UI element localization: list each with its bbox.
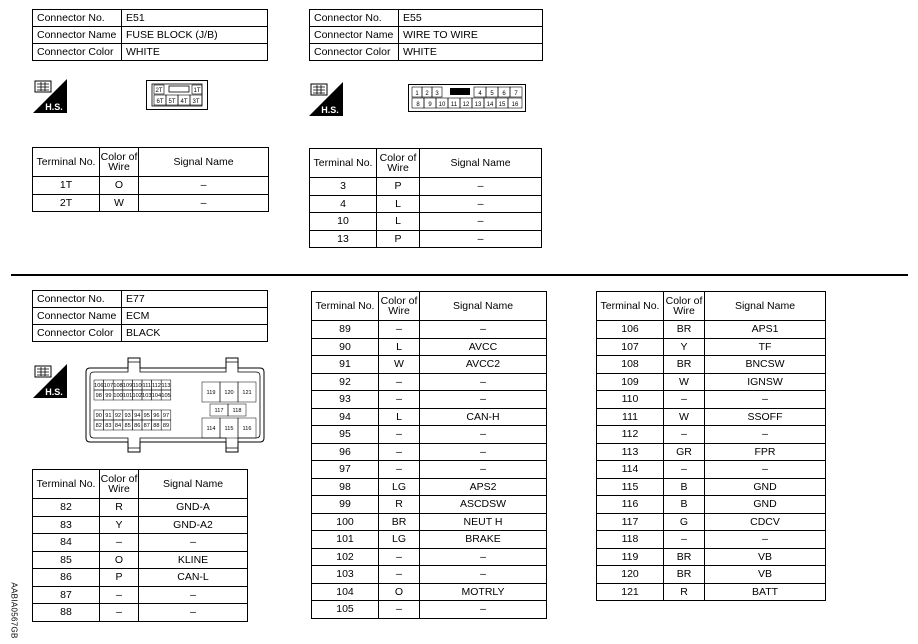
terminal-no: 109 [597,373,664,391]
wire-color: W [664,373,705,391]
terminal-no: 112 [597,426,664,444]
pin-label: 84 [114,423,122,429]
wire-color: BR [664,321,705,339]
table-row: 1T O – [33,177,269,195]
pin-label: 82 [95,423,102,429]
terminal-no: 98 [312,478,379,496]
table-row [597,443,826,461]
wire-color: W [664,408,705,426]
svg-text:2: 2 [425,91,429,97]
svg-text:5: 5 [490,91,494,97]
terminal-no: 86 [33,569,100,587]
wire-color: BR [664,566,705,584]
wire-color: Y [664,338,705,356]
wire-color: – [379,373,420,391]
wire-color: – [664,426,705,444]
hs-icon [33,79,67,113]
header: Signal Name [139,470,248,499]
terminal-no: 111 [597,408,664,426]
header: Color of Wire [100,148,139,177]
pin-label: 110 [132,383,142,389]
pin-label: 115 [224,426,234,432]
wire-color: B [664,496,705,514]
table-row [597,391,826,409]
signal-name: – [420,461,547,479]
label: Connector No. [33,291,122,308]
table-row [33,586,248,604]
terminal-no: 108 [597,356,664,374]
signal-name: – [420,548,547,566]
hs-icon [309,82,343,116]
pin-label: 113 [161,383,171,389]
e51-color: WHITE [122,44,268,61]
e51-no: E51 [122,10,268,27]
pin-label: 121 [242,390,252,396]
pin-label: 85 [124,423,131,429]
terminal-no: 103 [312,566,379,584]
terminal-no: 96 [312,443,379,461]
wire-color: – [100,604,139,622]
svg-text:9: 9 [428,102,432,108]
terminal-no: 84 [33,534,100,552]
label: Connector No. [33,10,122,27]
terminal-no: 104 [312,583,379,601]
pin-label: 107 [103,383,114,389]
pin-label: 5T [168,99,176,105]
e51-terminal-table [32,147,269,212]
pin-label: 103 [142,393,152,399]
terminal-no: 113 [597,443,664,461]
table-row [597,478,826,496]
signal-name: VB [705,548,826,566]
table-row [597,513,826,531]
signal-name: – [420,373,547,391]
terminal-no: 106 [597,321,664,339]
table-row [312,513,547,531]
label: Connector Name [33,308,122,325]
signal-name: MOTRLY [420,583,547,601]
wire-color: – [379,601,420,619]
signal-name: KLINE [139,551,248,569]
wire-color: – [379,391,420,409]
svg-text:16: 16 [511,102,519,108]
e77-terminal-table-2 [311,291,547,619]
wire-color: – [664,531,705,549]
pin-label: 99 [105,393,112,399]
table-row [597,373,826,391]
e51-info-table [32,9,268,61]
terminal-no: 95 [312,426,379,444]
pin-label: 95 [143,413,150,419]
signal-name: FPR [705,443,826,461]
wire-color: – [379,548,420,566]
header: Color of Wire [379,292,420,321]
signal-name: – [420,426,547,444]
terminal-no: 116 [597,496,664,514]
table-row [33,604,248,622]
signal-name: NEUT H [420,513,547,531]
wire-color: BR [664,356,705,374]
terminal-no: 99 [312,496,379,514]
e77-info-table [32,290,268,342]
table-row [312,408,547,426]
pin-label: 118 [232,408,242,414]
signal-name: – [705,461,826,479]
signal-name: AVCC [420,338,547,356]
wire-color: W [379,356,420,374]
pin-label: 2T [155,88,163,94]
pin-label: 98 [95,393,102,399]
svg-text:12: 12 [462,102,470,108]
svg-text:15: 15 [498,102,506,108]
table-row [312,338,547,356]
header: Terminal No. [33,148,100,177]
pin-label: 102 [132,393,142,399]
terminal-no: 107 [597,338,664,356]
header: Signal Name [139,148,269,177]
terminal-no: 87 [33,586,100,604]
table-row [597,321,826,339]
signal-name: GND [705,478,826,496]
hs-label: H.S. [321,105,339,115]
table-row [312,583,547,601]
table-row [312,531,547,549]
signal-name: APS1 [705,321,826,339]
e77-terminal-table-1 [32,469,248,622]
e55-connector-diagram [408,84,526,112]
svg-text:10: 10 [438,102,446,108]
signal-name: VB [705,566,826,584]
svg-text:3: 3 [435,91,439,97]
wire-color: R [664,583,705,601]
e77-color: BLACK [122,325,268,342]
wire-color: – [379,443,420,461]
signal-name: AVCC2 [420,356,547,374]
signal-name: – [420,601,547,619]
table-row: 10 L – [310,213,542,231]
table-row [312,548,547,566]
signal-name: SSOFF [705,408,826,426]
signal-name: – [139,586,248,604]
pin-label: 91 [105,413,112,419]
header: Terminal No. [597,292,664,321]
table-row: 2T W – [33,194,269,212]
terminal-no: 88 [33,604,100,622]
label: Connector No. [310,10,399,27]
header: Color of Wire [100,470,139,499]
e55-no: E55 [399,10,543,27]
wire-color: – [379,426,420,444]
table-row [33,534,248,552]
terminal-no: 92 [312,373,379,391]
signal-name: – [705,426,826,444]
terminal-no: 85 [33,551,100,569]
terminal-no: 93 [312,391,379,409]
table-row: 13 P – [310,230,542,248]
header: Signal Name [705,292,826,321]
label: Connector Color [310,44,399,61]
signal-name: – [420,443,547,461]
pin-label: 3T [192,99,200,105]
table-row [33,516,248,534]
e51-connector-diagram [146,80,208,110]
table-row [33,551,248,569]
pin-label: 92 [114,413,122,419]
table-row: 4 L – [310,195,542,213]
wire-color: O [379,583,420,601]
pin-label: 94 [134,413,141,419]
table-row [597,461,826,479]
wire-color: LG [379,531,420,549]
pin-label: 89 [162,423,170,429]
terminal-no: 83 [33,516,100,534]
wire-color: – [100,534,139,552]
table-row [312,443,547,461]
pin-label: 87 [143,423,150,429]
terminal-no: 101 [312,531,379,549]
pin-label: 111 [142,383,152,389]
signal-name: – [420,321,547,339]
hs-label: H.S. [45,102,63,112]
signal-name: TF [705,338,826,356]
table-row [597,338,826,356]
pin-label: 117 [214,408,224,414]
wire-color: GR [664,443,705,461]
pin-label: 97 [162,413,170,419]
table-row [597,548,826,566]
table-row [33,499,248,517]
table-row [312,391,547,409]
pin-label: 1T [193,88,201,94]
table-row [597,408,826,426]
svg-text:7: 7 [514,91,518,97]
e55-color: WHITE [399,44,543,61]
header: Terminal No. [312,292,379,321]
pin-label: 104 [151,393,162,399]
header: Terminal No. [310,149,377,178]
wire-color: – [379,321,420,339]
pin-label: 100 [113,393,123,399]
pin-label: 106 [94,383,104,389]
svg-text:13: 13 [474,102,482,108]
terminal-no: 119 [597,548,664,566]
pin-label: 119 [206,390,216,396]
pin-label: 120 [224,390,234,396]
wire-color: BR [664,548,705,566]
signal-name: GND [705,496,826,514]
pin-label: 116 [242,426,252,432]
label: Connector Color [33,44,122,61]
wire-color: O [100,551,139,569]
header: Signal Name [420,149,542,178]
svg-text:4: 4 [478,91,482,97]
pin-label: 105 [161,393,171,399]
table-row [33,569,248,587]
svg-text:14: 14 [486,102,494,108]
wire-color: R [100,499,139,517]
terminal-no: 94 [312,408,379,426]
table-row: 3 P – [310,178,542,196]
hs-icon [33,364,67,398]
signal-name: CAN-L [139,569,248,587]
svg-text:1: 1 [415,91,419,97]
terminal-no: 120 [597,566,664,584]
terminal-no: 82 [33,499,100,517]
wire-color: – [379,566,420,584]
pin-label: 109 [122,383,133,389]
table-row [312,496,547,514]
pin-label: 86 [134,423,141,429]
signal-name: IGNSW [705,373,826,391]
signal-name: GND-A2 [139,516,248,534]
pin-label: 88 [153,423,160,429]
table-row [312,373,547,391]
terminal-no: 118 [597,531,664,549]
terminal-no: 89 [312,321,379,339]
e77-name: ECM [122,308,268,325]
label: Connector Name [310,27,399,44]
hs-label: H.S. [45,387,63,397]
terminal-no: 102 [312,548,379,566]
label: Connector Color [33,325,122,342]
terminal-no: 91 [312,356,379,374]
table-row [312,321,547,339]
signal-name: – [705,531,826,549]
pin-label: 108 [113,383,123,389]
pin-label: 96 [153,413,160,419]
e55-terminal-table [309,148,542,248]
table-row [312,356,547,374]
e77-terminal-table-3 [596,291,826,601]
section-divider [11,274,908,276]
header: Terminal No. [33,470,100,499]
wire-color: R [379,496,420,514]
terminal-no: 100 [312,513,379,531]
table-row [597,583,826,601]
terminal-no: 110 [597,391,664,409]
terminal-no: 115 [597,478,664,496]
pin-label: 114 [206,426,216,432]
pin-label: 6T [156,99,164,105]
table-row [312,461,547,479]
wire-color: Y [100,516,139,534]
pin-label: 90 [95,413,102,419]
signal-name: ASCDSW [420,496,547,514]
label: Connector Name [33,27,122,44]
signal-name: CDCV [705,513,826,531]
pin-label: 83 [105,423,112,429]
signal-name: CAN-H [420,408,547,426]
pin-label: 4T [180,99,188,105]
terminal-no: 121 [597,583,664,601]
e77-connector-diagram [82,350,268,460]
pin-label: 93 [124,413,131,419]
signal-name: BRAKE [420,531,547,549]
terminal-no: 114 [597,461,664,479]
wire-color: L [379,338,420,356]
table-row [597,531,826,549]
wire-color: – [664,391,705,409]
table-row [312,601,547,619]
wire-color: L [379,408,420,426]
wire-color: LG [379,478,420,496]
signal-name: BNCSW [705,356,826,374]
terminal-no: 117 [597,513,664,531]
signal-name: – [139,604,248,622]
wire-color: BR [379,513,420,531]
wire-color: B [664,478,705,496]
terminal-no: 105 [312,601,379,619]
e55-info-table [309,9,543,61]
table-row [312,478,547,496]
terminal-no: 97 [312,461,379,479]
table-row [312,426,547,444]
header: Color of Wire [664,292,705,321]
signal-name: – [420,391,547,409]
table-row [597,356,826,374]
signal-name: – [705,391,826,409]
signal-name: APS2 [420,478,547,496]
signal-name: – [139,534,248,552]
signal-name: BATT [705,583,826,601]
table-row [597,426,826,444]
svg-text:6: 6 [502,91,506,97]
header: Signal Name [420,292,547,321]
wire-color: – [379,461,420,479]
e51-name: FUSE BLOCK (J/B) [122,27,268,44]
table-row [597,496,826,514]
signal-name: – [420,566,547,584]
svg-text:8: 8 [416,102,420,108]
terminal-no: 90 [312,338,379,356]
wire-color: P [100,569,139,587]
figure-id: AABIA0567GB [9,582,19,639]
e77-no: E77 [122,291,268,308]
signal-name: GND-A [139,499,248,517]
header: Color of Wire [377,149,420,178]
wire-color: – [664,461,705,479]
svg-text:11: 11 [450,102,458,108]
wire-color: – [100,586,139,604]
wire-color: G [664,513,705,531]
pin-label: 112 [151,383,161,389]
table-row [312,566,547,584]
pin-label: 101 [122,393,133,399]
e55-name: WIRE TO WIRE [399,27,543,44]
table-row [597,566,826,584]
